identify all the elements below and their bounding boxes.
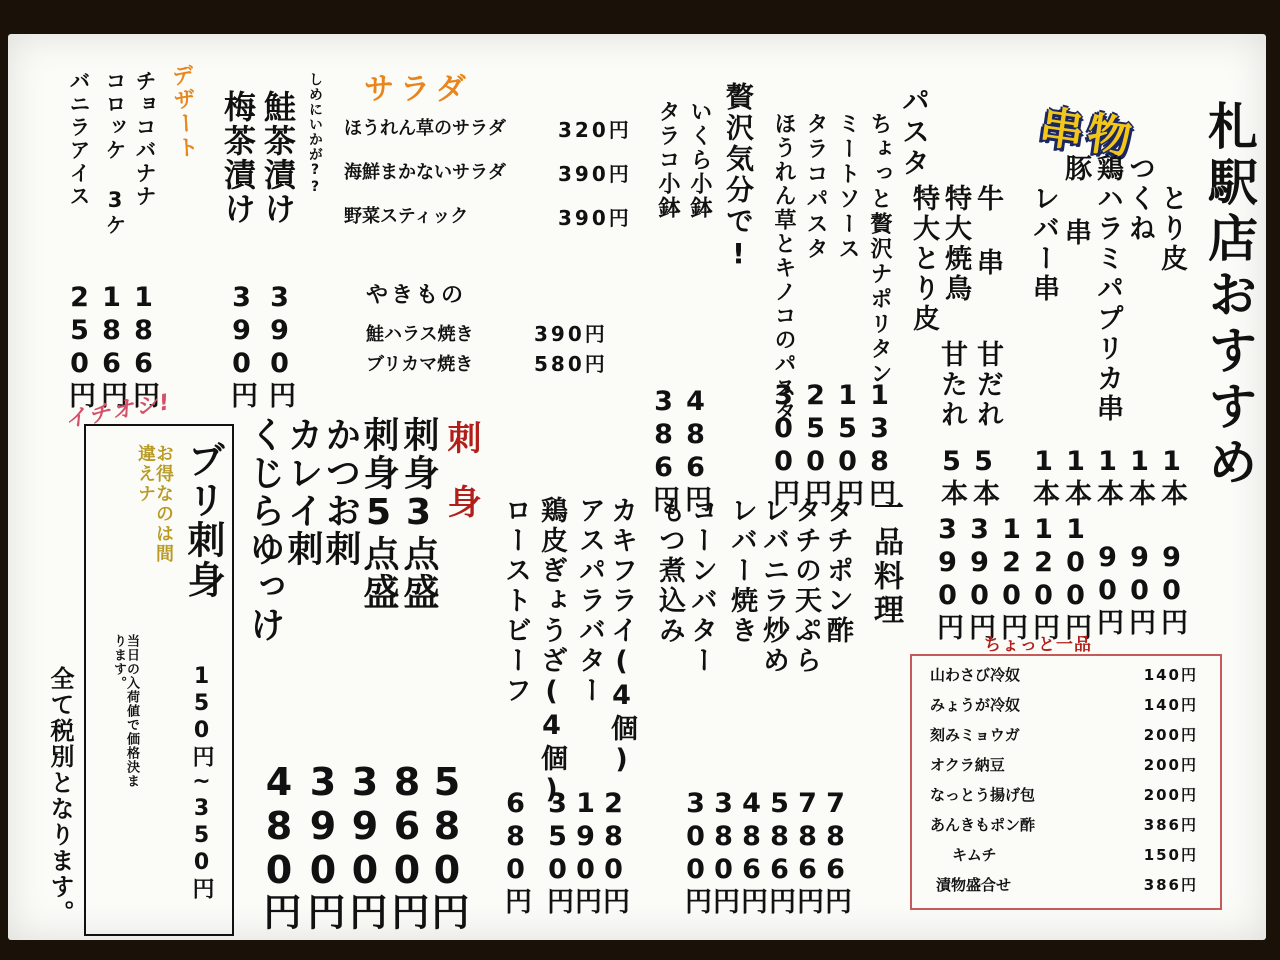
salad-item: 野菜スティック (344, 206, 469, 227)
sashimi-heading: 刺身 (441, 420, 481, 548)
kushimono-item: 特大とり皮 (908, 184, 939, 334)
pasta-item: ほうれん草とキノコのパスタ (771, 112, 796, 424)
kushimono-item: つくね (1124, 154, 1155, 244)
pasta-item: ミートソース (835, 112, 860, 262)
tax-note: 全て税別となります。 (46, 666, 74, 926)
zeitaku-item: タラコ小鉢 (655, 100, 680, 220)
chotto-price: 200円 (1143, 756, 1198, 774)
zeitaku-item: いくら小鉢 (687, 100, 712, 220)
sauce-label: 甘だれ (972, 340, 1003, 430)
dessert-heading: デザート (167, 63, 200, 161)
sauce-label: 甘たれ (936, 340, 967, 430)
sashimi-price: 580円 (425, 760, 469, 930)
ippin-item: タチポン酢 (822, 496, 853, 646)
pasta-heading: パスタ (898, 86, 931, 179)
ippin-item: もつ煮込み (654, 496, 685, 646)
shime-price: 390円 (226, 282, 257, 410)
kushimono-item: レバー串 (1028, 184, 1059, 304)
sashimi-item: くじらゆっけ (244, 416, 285, 644)
kushimono-count: 5本 (936, 446, 967, 508)
yakimono-price: 390円 (534, 322, 608, 346)
shime-note: しめにいかが?? (307, 72, 323, 196)
ippin-item: アスパラバター (574, 496, 605, 706)
chotto-row (930, 664, 1198, 694)
chotto-row (930, 814, 1198, 844)
kushimono-price: 100円 (1060, 514, 1091, 642)
pasta-price: 150円 (832, 380, 863, 508)
chotto-item: 刻みミョウガ (930, 726, 1020, 744)
chotto-row (930, 724, 1198, 754)
shime-item: 鮭茶漬け (259, 90, 297, 226)
ippin-price: 380円 (708, 788, 739, 916)
sashimi-price: 390円 (301, 760, 345, 930)
chotto-price: 200円 (1143, 726, 1198, 744)
ichioshi-name: ブリ刺身 (181, 440, 225, 600)
menu-board (8, 34, 1266, 940)
sashimi-price: 480円 (257, 760, 301, 930)
dessert-price: 250円 (64, 282, 95, 410)
yakimono-price: 580円 (534, 352, 608, 376)
kushimono-price: 90円 (1092, 542, 1123, 637)
ippin-item: ローストビーフ (500, 496, 531, 706)
chotto-item: あんきもポン酢 (930, 816, 1036, 834)
yakimono-item: 鮭ハラス焼き (366, 324, 474, 345)
chotto-row (930, 694, 1198, 724)
chotto-row (930, 754, 1198, 784)
kushimono-item: 豚 串 (1060, 154, 1091, 248)
dessert-item: チョコバナナ (133, 70, 157, 208)
kushimono-price: 120円 (1028, 514, 1059, 642)
sashimi-item: 刺身5点盛 (358, 416, 399, 611)
ippin-price: 486円 (736, 788, 767, 916)
kushimono-price: 390円 (964, 514, 995, 642)
chotto-item: オクラ納豆 (930, 756, 1005, 774)
chotto-item: 山わさび冷奴 (930, 666, 1021, 684)
kushimono-item: 牛 串 (972, 184, 1003, 278)
zeitaku-price: 386円 (648, 386, 679, 514)
yakimono-item: ブリカマ焼き (366, 354, 474, 375)
chotto-box (910, 654, 1222, 910)
kushimono-item: 特大焼鳥 (940, 184, 971, 304)
ippin-item: タチの天ぷら (790, 496, 821, 676)
zeitaku-heading: 贅沢気分で! (722, 82, 755, 273)
zeitaku-price: 486円 (680, 386, 711, 514)
dessert-item: コロッケ 3ケ (103, 70, 127, 237)
salad-price: 390円 (558, 162, 632, 186)
chotto-item: なっとう揚げ包 (930, 786, 1036, 804)
ippin-item: レバニラ炒め (758, 496, 789, 676)
shime-price: 390円 (264, 282, 295, 410)
ippin-price: 786円 (820, 788, 851, 916)
kushimono-price: 90円 (1156, 542, 1187, 637)
chotto-row (930, 844, 1198, 874)
chotto-item: 漬物盛合せ (936, 876, 1012, 894)
ippin-price: 350円 (542, 788, 573, 916)
ippin-heading: 一品料理 (868, 492, 903, 628)
chotto-heading: ちょっと一品 (984, 635, 1092, 655)
pasta-price: 250円 (800, 380, 831, 508)
pasta-price: 138円 (864, 380, 895, 508)
chotto-price: 140円 (1143, 666, 1198, 684)
menu-title: 札駅店おすすめ (1200, 100, 1258, 492)
kushimono-item: とり皮 (1156, 184, 1187, 274)
chotto-price: 140円 (1143, 696, 1198, 714)
ippin-price: 786円 (792, 788, 823, 916)
chotto-price: 386円 (1143, 816, 1198, 834)
salad-price: 390円 (558, 206, 632, 230)
kushimono-count: 5本 (968, 446, 999, 508)
kushimono-price: 390円 (932, 514, 963, 642)
ippin-price: 586円 (764, 788, 795, 916)
sashimi-item: かつお刺 (320, 416, 361, 568)
ippin-price: 190円 (570, 788, 601, 916)
chotto-row (930, 784, 1198, 814)
ippin-price: 280円 (598, 788, 629, 916)
chotto-item: みょうが冷奴 (930, 696, 1021, 714)
kushimono-price: 90円 (1124, 542, 1155, 637)
kushimono-heading: 串物 (1036, 101, 1139, 166)
ippin-item: 鶏皮ぎょうざ(4個) (536, 496, 567, 808)
dessert-price: 186円 (128, 282, 159, 410)
kushimono-count: 1本 (1028, 446, 1059, 508)
ippin-item: レバー焼き (726, 496, 757, 646)
chotto-row (930, 874, 1198, 904)
ichioshi-price-note: 当日の入荷値で価格決まります。 (111, 634, 139, 788)
chotto-item: キムチ (952, 846, 997, 864)
sashimi-item: カレイ刺 (282, 416, 323, 568)
sashimi-price: 860円 (385, 760, 429, 930)
kushimono-count: 1本 (1060, 446, 1091, 508)
salad-heading: サラダ (364, 72, 472, 107)
sashimi-price: 390円 (343, 760, 387, 930)
pasta-item: ちょっと贅沢ナポリタン (867, 112, 892, 387)
salad-item: ほうれん草のサラダ (344, 118, 506, 139)
kushimono-price: 120円 (996, 514, 1027, 642)
kushimono-count: 1本 (1092, 446, 1123, 508)
kushimono-item: 鶏ハラミパプリカ串 (1092, 154, 1123, 424)
kushimono-count: 1本 (1124, 446, 1155, 508)
pasta-price: 300円 (768, 380, 799, 508)
pasta-item: タラコパスタ (803, 112, 828, 262)
ippin-price: 300円 (680, 788, 711, 916)
ippin-item: カキフライ(4個) (606, 496, 637, 778)
ippin-price: 680円 (500, 788, 531, 916)
dessert-price: 186円 (96, 282, 127, 410)
salad-price: 320円 (558, 118, 632, 142)
dessert-item: バニラアイス (67, 70, 91, 208)
ippin-item: コーンバター (686, 496, 717, 676)
ichioshi-price: 150円~350円 (189, 664, 214, 901)
salad-item: 海鮮まかないサラダ (344, 162, 506, 183)
ichioshi-tag: イチオシ! (62, 389, 174, 434)
chotto-price: 386円 (1143, 876, 1198, 894)
sashimi-item: 刺身3点盛 (398, 416, 439, 611)
shime-item: 梅茶漬け (219, 90, 257, 226)
ichioshi-note: お得なのは間違えナ (135, 444, 174, 564)
yakimono-heading: やきもの (366, 283, 467, 308)
kushimono-count: 1本 (1156, 446, 1187, 508)
chotto-price: 200円 (1143, 786, 1198, 804)
chotto-price: 150円 (1143, 846, 1198, 864)
